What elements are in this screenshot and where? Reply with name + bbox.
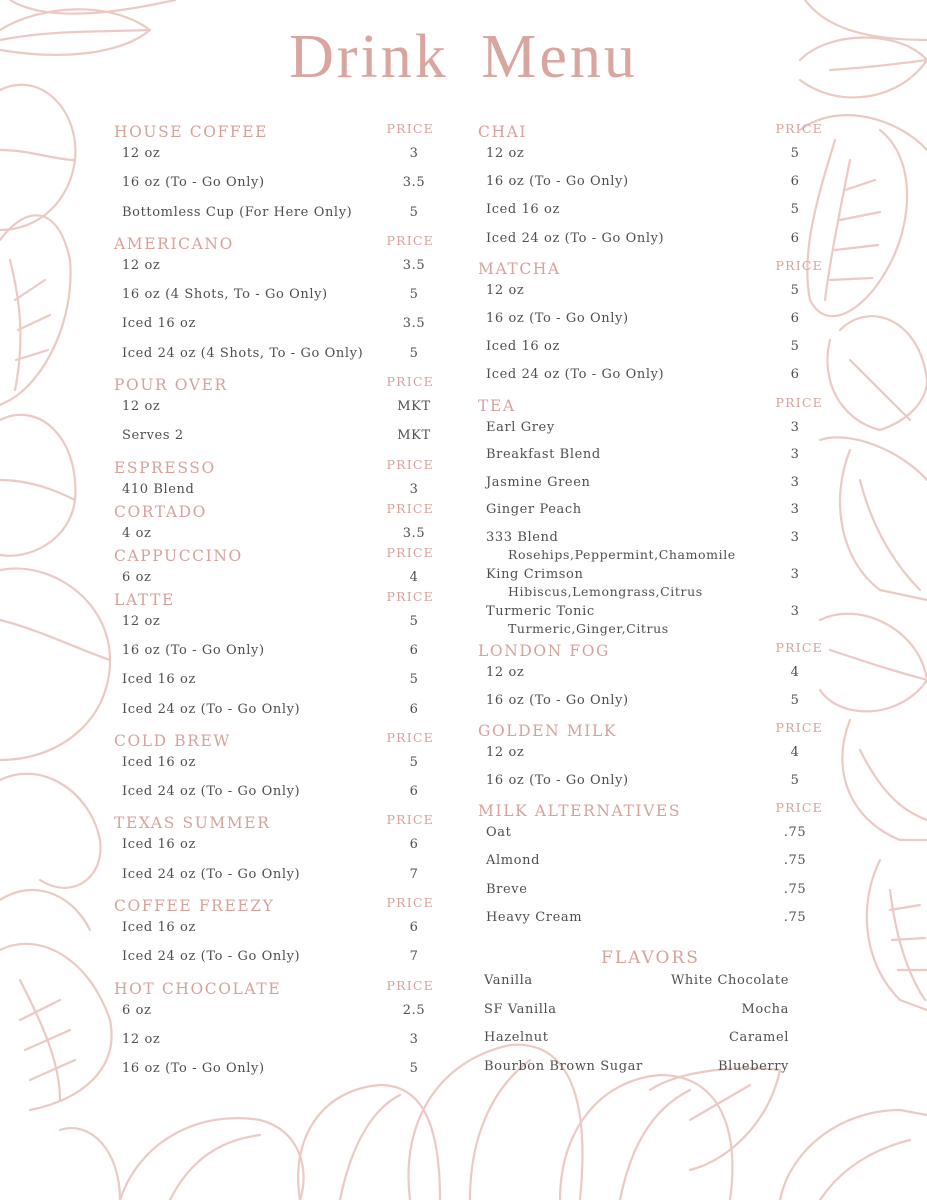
section-title: TEXAS SUMMER [114, 814, 271, 833]
item-price: 6 [409, 837, 419, 853]
menu-item [114, 567, 434, 587]
flavors-section [478, 943, 823, 1087]
item-name: 16 oz (To - Go Only) [486, 310, 629, 326]
item-description: Turmeric,Ginger,Citrus [508, 620, 669, 636]
item-price: 3 [409, 481, 419, 497]
menu-section-matcha [478, 258, 823, 393]
menu-item [478, 228, 823, 256]
item-price: MKT [397, 399, 431, 415]
item-price: 3 [790, 603, 800, 619]
price-label: PRICE [775, 121, 823, 136]
menu-section-cappuccino [114, 545, 434, 587]
item-price: 6 [790, 310, 800, 326]
price-label: PRICE [386, 456, 434, 472]
item-name: 12 oz [486, 282, 525, 298]
menu-item [478, 199, 823, 227]
price-label: PRICE [775, 719, 823, 735]
section-header [114, 730, 434, 752]
item-name: Heavy Cream [486, 909, 583, 925]
price-label: PRICE [386, 977, 434, 993]
item-name: Iced 16 oz [122, 837, 196, 853]
item-name: Iced 24 oz (To - Go Only) [122, 784, 301, 800]
section-header [114, 545, 434, 567]
item-description: Hibiscus,Lemongrass,Citrus [508, 583, 703, 599]
menu-item [478, 564, 823, 601]
item-price: 3 [409, 1031, 419, 1047]
item-name: Bottomless Cup (For Here Only) [122, 204, 353, 220]
section-title: CAPPUCCINO [114, 546, 243, 565]
item-price: 5 [790, 282, 800, 298]
item-price: 5 [409, 287, 419, 303]
menu-column-right [478, 119, 823, 1087]
flavor-name: Mocha [741, 1001, 789, 1017]
item-price: 5 [790, 146, 800, 161]
flavor-row [478, 973, 823, 1002]
flavor-row [478, 1030, 823, 1059]
item-name: Iced 16 oz [122, 920, 196, 936]
menu-item [478, 336, 823, 364]
menu-item [114, 864, 434, 893]
item-name: 12 oz [486, 744, 525, 760]
item-price: 3 [409, 146, 419, 161]
menu-item [114, 946, 434, 975]
menu-item [478, 850, 823, 878]
section-title: LONDON FOG [478, 641, 611, 660]
item-name: Iced 16 oz [122, 316, 196, 332]
item-name: 12 oz [122, 613, 161, 629]
price-label: PRICE [775, 639, 823, 655]
price-label: PRICE [386, 121, 434, 136]
price-label: PRICE [386, 588, 434, 604]
menu-item [114, 172, 434, 201]
menu-item [114, 202, 434, 231]
section-title: HOUSE COFFEE [114, 123, 269, 141]
menu-item [114, 284, 434, 313]
section-title: TEA [478, 396, 516, 415]
item-price: 5 [409, 1061, 419, 1077]
item-name: Iced 16 oz [486, 339, 560, 355]
menu-item [478, 364, 823, 392]
item-name: Iced 16 oz [486, 202, 560, 218]
item-name: Iced 24 oz (To - Go Only) [122, 949, 301, 965]
price-label: PRICE [775, 257, 823, 273]
section-title: HOT CHOCOLATE [114, 979, 282, 998]
price-label: PRICE [386, 812, 434, 828]
menu-item [114, 396, 434, 425]
item-price: 2.5 [402, 1002, 426, 1018]
item-name: Breve [486, 881, 528, 897]
menu-section-coffee-freezy [114, 895, 434, 976]
item-price: 5 [409, 613, 419, 629]
menu-item [114, 143, 434, 172]
item-name: 12 oz [122, 146, 161, 161]
item-name: Almond [486, 853, 540, 869]
menu-item [478, 527, 823, 564]
price-label: PRICE [775, 394, 823, 410]
section-title: LATTE [114, 590, 175, 609]
section-header [478, 720, 823, 742]
item-price: 3.5 [402, 316, 426, 332]
item-name: Jasmine Green [486, 474, 591, 490]
item-price: 4 [790, 664, 800, 680]
menu-section-hot-chocolate [114, 978, 434, 1088]
item-price: 3 [790, 419, 800, 435]
item-name: 16 oz (To - Go Only) [486, 692, 629, 708]
price-label: PRICE [386, 544, 434, 560]
menu-item [478, 143, 823, 171]
menu-item [478, 662, 823, 690]
section-title: GOLDEN MILK [478, 721, 618, 740]
menu-item [478, 417, 823, 445]
menu-item [478, 171, 823, 199]
item-name: 12 oz [486, 664, 525, 680]
item-name: 16 oz (To - Go Only) [122, 642, 265, 658]
item-price: 4 [790, 744, 800, 760]
item-name: 16 oz (4 Shots, To - Go Only) [122, 287, 328, 303]
section-title: AMERICANO [114, 234, 234, 253]
section-header [114, 121, 434, 143]
section-header [114, 589, 434, 611]
item-name: Turmeric Tonic [486, 603, 595, 619]
flavor-name: Hazelnut [484, 1030, 549, 1045]
section-header [478, 640, 823, 662]
item-name: Earl Grey [486, 419, 555, 435]
menu-item [478, 601, 823, 638]
menu-section-americano [114, 233, 434, 372]
section-header [114, 233, 434, 255]
price-label: PRICE [386, 500, 434, 516]
menu-item [478, 770, 823, 798]
menu-item [478, 879, 823, 907]
menu-item [114, 255, 434, 284]
item-price: 7 [409, 949, 419, 965]
item-price: 3 [790, 502, 800, 517]
section-header [478, 121, 823, 143]
section-header [114, 812, 434, 834]
menu-item [114, 834, 434, 863]
item-name: Iced 16 oz [122, 754, 196, 770]
item-name: 410 Blend [122, 481, 195, 497]
menu-section-espresso [114, 457, 434, 499]
item-price: 3.5 [402, 257, 426, 273]
flavor-name: Vanilla [484, 973, 533, 988]
item-name: 6 oz [122, 569, 152, 585]
item-description: Rosehips,Peppermint,Chamomile [508, 546, 736, 562]
menu-item [114, 781, 434, 810]
item-name: 16 oz (To - Go Only) [486, 174, 629, 190]
item-name: 12 oz [122, 1031, 161, 1047]
item-price: 5 [790, 773, 800, 789]
flavor-name: Caramel [728, 1030, 789, 1045]
flavor-row [478, 1059, 823, 1088]
item-price: 5 [790, 339, 800, 355]
item-name: 333 Blend [486, 529, 559, 545]
item-name: 6 oz [122, 1002, 152, 1018]
item-name: Iced 24 oz (To - Go Only) [486, 367, 665, 383]
menu-item [478, 308, 823, 336]
menu-item [114, 640, 434, 669]
menu-section-golden-milk [478, 720, 823, 798]
item-price: 6 [409, 642, 419, 658]
menu-section-london-fog [478, 640, 823, 718]
section-title: COFFEE FREEZY [114, 897, 275, 916]
item-price: .75 [783, 881, 807, 897]
menu-column-left [114, 119, 434, 1088]
section-header [114, 457, 434, 479]
section-header [114, 501, 434, 523]
flavor-row [478, 1002, 823, 1031]
menu-item [478, 472, 823, 500]
menu-item [114, 523, 434, 543]
section-title: MILK ALTERNATIVES [478, 802, 682, 821]
item-price: 3.5 [402, 525, 426, 541]
item-name: Iced 24 oz (To - Go Only) [122, 866, 301, 882]
item-price: 6 [790, 367, 800, 383]
section-header [114, 374, 434, 396]
section-title: CHAI [478, 123, 528, 141]
item-price: 3 [790, 529, 800, 545]
item-name: Serves 2 [122, 428, 184, 444]
item-name: 12 oz [122, 399, 161, 415]
price-label: PRICE [386, 232, 434, 248]
item-price: 7 [409, 866, 419, 882]
menu-item [114, 425, 434, 454]
price-label: PRICE [386, 729, 434, 745]
menu-section-tea [478, 395, 823, 638]
item-price: 5 [409, 672, 419, 688]
item-name: Oat [486, 825, 512, 841]
menu-item [114, 917, 434, 946]
item-name: Iced 24 oz (To - Go Only) [486, 230, 665, 246]
section-header [478, 395, 823, 417]
menu-item [114, 313, 434, 342]
menu-item [478, 444, 823, 472]
item-name: Ginger Peach [486, 502, 582, 517]
item-price: 3 [790, 447, 800, 462]
menu-section-cold-brew [114, 730, 434, 811]
item-price: 5 [409, 754, 419, 770]
menu-section-cortado [114, 501, 434, 543]
section-title: COLD BREW [114, 731, 231, 750]
menu-item [114, 343, 434, 372]
item-price: 6 [790, 230, 800, 246]
item-price: 5 [790, 202, 800, 218]
menu-item [114, 479, 434, 499]
item-price: 5 [409, 204, 419, 220]
page-title: Drink Menu [289, 23, 638, 91]
section-header [114, 895, 434, 917]
menu-section-texas-summer [114, 812, 434, 893]
menu-item [478, 822, 823, 850]
menu-section-milk-alternatives [478, 800, 823, 935]
item-price: MKT [397, 428, 431, 444]
item-price: 3.5 [402, 175, 426, 191]
item-price: 4 [409, 569, 419, 585]
menu-section-chai [478, 121, 823, 256]
flavor-name: White Chocolate [670, 973, 789, 988]
item-price: .75 [783, 853, 807, 869]
item-price: .75 [783, 825, 807, 841]
menu-item [114, 1058, 434, 1087]
item-price: 6 [409, 701, 419, 717]
item-price: 3 [790, 566, 800, 582]
menu-section-house-coffee [114, 121, 434, 231]
flavor-name: Bourbon Brown Sugar [484, 1058, 643, 1074]
section-title: MATCHA [478, 259, 561, 278]
menu-section-latte [114, 589, 434, 728]
section-header [478, 258, 823, 280]
menu-item [478, 690, 823, 718]
item-name: Iced 16 oz [122, 672, 196, 688]
item-name: 12 oz [486, 146, 525, 161]
menu-item [478, 280, 823, 308]
item-name: 16 oz (To - Go Only) [122, 1061, 265, 1077]
item-price: 5 [790, 692, 800, 708]
item-name: Iced 24 oz (To - Go Only) [122, 701, 301, 717]
item-name: 16 oz (To - Go Only) [486, 773, 629, 789]
item-name: Breakfast Blend [486, 447, 601, 462]
item-price: 3 [790, 474, 800, 490]
item-price: 6 [409, 920, 419, 936]
price-label: PRICE [386, 895, 434, 911]
flavor-name: Blueberry [718, 1058, 789, 1074]
item-price: 6 [790, 174, 800, 190]
section-header [478, 800, 823, 822]
section-title: CORTADO [114, 502, 207, 521]
item-name: 4 oz [122, 525, 152, 541]
flavor-name: SF Vanilla [484, 1001, 557, 1017]
flavors-title: FLAVORS [601, 948, 700, 968]
section-title: POUR OVER [114, 376, 228, 395]
item-name: King Crimson [486, 566, 584, 582]
item-price: .75 [783, 909, 807, 925]
item-name: 16 oz (To - Go Only) [122, 175, 265, 191]
price-label: PRICE [386, 374, 434, 390]
section-title: ESPRESSO [114, 458, 216, 477]
menu-item [114, 1000, 434, 1029]
menu-item [114, 699, 434, 728]
section-header [114, 978, 434, 1000]
menu-section-pour-over [114, 374, 434, 455]
menu-item [114, 669, 434, 698]
item-price: 5 [409, 345, 419, 361]
price-label: PRICE [775, 800, 823, 816]
item-name: 12 oz [122, 257, 161, 273]
menu-item [478, 742, 823, 770]
menu-item [114, 752, 434, 781]
menu-item [478, 907, 823, 935]
menu-item [114, 611, 434, 640]
item-price: 6 [409, 784, 419, 800]
item-name: Iced 24 oz (4 Shots, To - Go Only) [122, 345, 364, 361]
menu-item [478, 499, 823, 527]
menu-item [114, 1029, 434, 1058]
